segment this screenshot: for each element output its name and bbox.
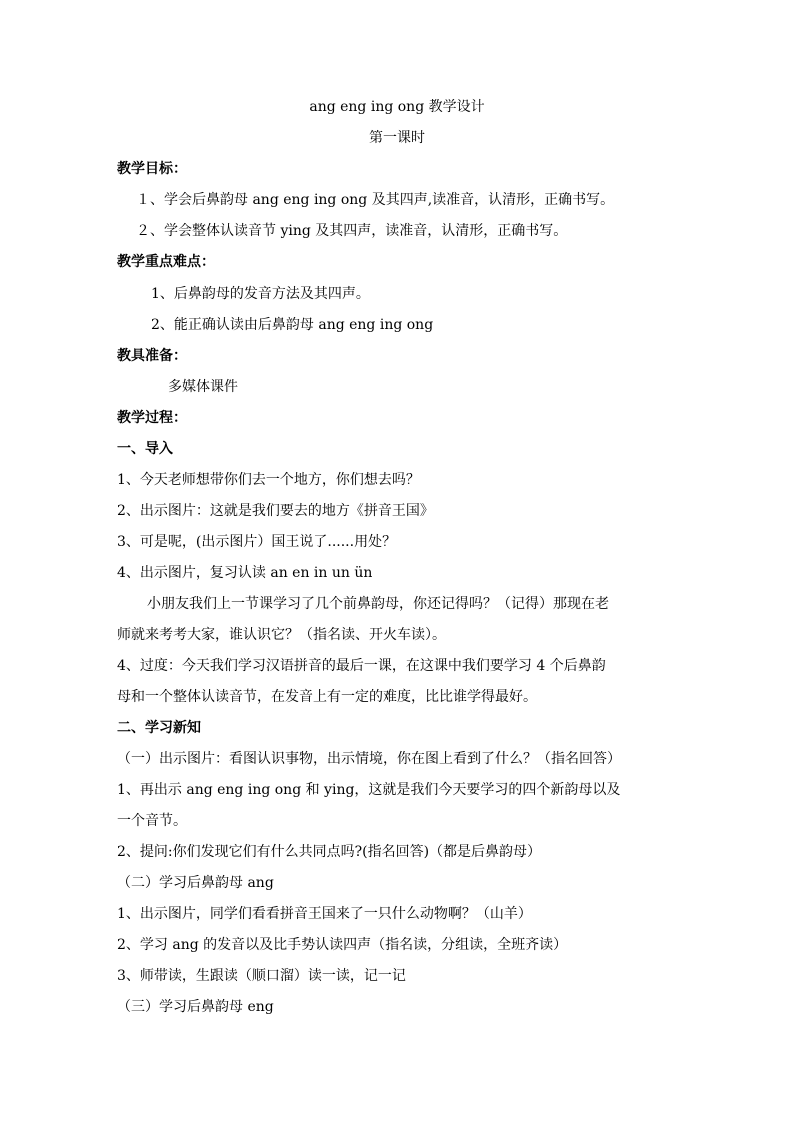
section2-line: 1、出示图片，同学们看看拼音王国来了一只什么动物啊？（山羊） xyxy=(117,906,532,922)
section2-line: （一）出示图片：看图认识事物，出示情境，你在图上看到了什么？（指名回答） xyxy=(117,751,621,767)
objective-item: １、学会后鼻韵母 ang eng ing ong 及其四声,读准音，认清形，正确书写。 xyxy=(136,192,615,208)
key-point-item: 1、后鼻韵母的发音方法及其四声。 xyxy=(151,286,370,302)
page-subtitle: 第一课时 xyxy=(369,130,425,146)
objective-item: ２、学会整体认读音节 ying 及其四声，读准音，认清形，正确书写。 xyxy=(136,223,568,239)
section1-item: 1、今天老师想带你们去一个地方，你们想去吗？ xyxy=(117,472,420,488)
section2-heading: 二、学习新知 xyxy=(117,720,201,736)
materials-heading: 教具准备： xyxy=(117,348,187,364)
materials-text: 多媒体课件 xyxy=(168,379,238,395)
section1-paragraph-line: 小朋友我们上一节课学习了几个前鼻韵母，你还记得吗？（记得）那现在老 xyxy=(147,596,609,612)
section2-line: 3、师带读，生跟读（顺口溜）读一读，记一记 xyxy=(117,968,406,984)
section2-line: （三）学习后鼻韵母 eng xyxy=(117,999,274,1015)
key-points-heading: 教学重点难点： xyxy=(117,254,215,270)
section2-line: （二）学习后鼻韵母 ang xyxy=(117,875,274,891)
section1-paragraph-line: 师就来考考大家，谁认识它？（指名读、开火车读）。 xyxy=(117,627,446,643)
section1-transition-line: 母和一个整体认读音节，在发音上有一定的难度，比比谁学得最好。 xyxy=(117,689,537,705)
section1-item: 3、可是呢，(出示图片）国王说了......用处？ xyxy=(117,534,397,550)
section1-item: 4、出示图片，复习认读 an en in un ün xyxy=(117,565,373,581)
section2-line: 2、学习 ang 的发音以及比手势认读四声（指名读，分组读，全班齐读） xyxy=(117,937,568,953)
section2-line: 2、提问:你们发现它们有什么共同点吗?(指名回答)（都是后鼻韵母） xyxy=(117,844,542,860)
page-title: ang eng ing ong 教学设计 xyxy=(309,99,485,115)
section2-line: 一个音节。 xyxy=(117,813,187,829)
section1-item: 2、出示图片：这就是我们要去的地方《拼音王国》 xyxy=(117,503,434,519)
section1-heading: 一、导入 xyxy=(117,441,173,457)
section1-transition-line: 4、过度：今天我们学习汉语拼音的最后一课，在这课中我们要学习 4 个后鼻韵 xyxy=(117,658,606,674)
key-point-item: 2、能正确认读由后鼻韵母 ang eng ing ong xyxy=(151,317,434,333)
process-heading: 教学过程： xyxy=(117,410,187,426)
objectives-heading: 教学目标： xyxy=(117,161,187,177)
section2-line: 1、再出示 ang eng ing ong 和 ying，这就是我们今天要学习的四个新韵母以及 xyxy=(117,782,621,798)
